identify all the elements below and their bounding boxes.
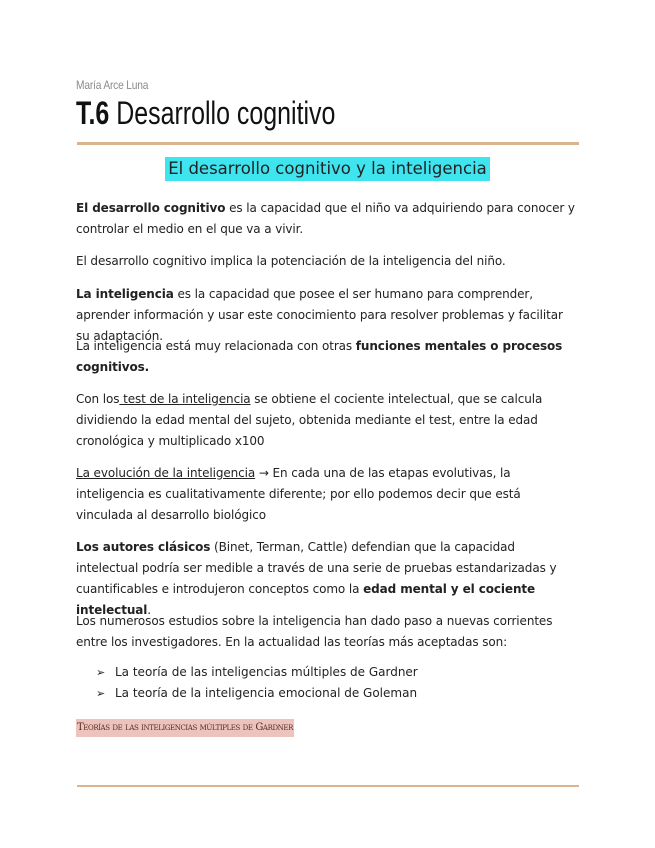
title-prefix: T.6 [76, 95, 110, 131]
paragraph-7 [76, 537, 576, 621]
header-divider [77, 142, 579, 145]
title-text: Desarrollo cognitivo [109, 95, 336, 131]
footer-divider [77, 785, 579, 787]
list-item-text: La teoría de las inteligencias múltiples de Gardner [115, 665, 418, 679]
document-title [76, 94, 335, 132]
arrow-bullet-icon: ➢ [96, 666, 106, 679]
paragraph-7-bold: Los autores clásicos [76, 540, 211, 554]
paragraph-3-text: es la capacidad que posee el ser humano para comprender, aprender información y usar este conocimiento para resolver problemas y facilitar su adaptación. [76, 287, 563, 343]
paragraph-1-bold: El desarrollo cognitivo [76, 201, 226, 215]
paragraph-5-text: se obtiene el cociente intelectual, que se calcula dividiendo la edad mental del sujeto, obtenida mediante el test, entre la edad cronológica y multiplicado x100 [76, 392, 543, 448]
paragraph-2: El desarrollo cognitivo implica la potenciación de la inteligencia del niño. [76, 254, 506, 268]
paragraph-7-end: . [147, 603, 152, 617]
theories-list [96, 662, 418, 704]
paragraph-1 [76, 198, 576, 240]
section-heading: El desarrollo cognitivo y la inteligencia [165, 157, 490, 181]
paragraph-4 [76, 336, 576, 378]
paragraph-5-start: Con los [76, 392, 120, 406]
author-name: María Arce Luna [76, 78, 149, 92]
paragraph-5-underline: test de la inteligencia [119, 392, 251, 406]
paragraph-6-text: → En cada una de las etapas evolutivas, la inteligencia es cualitativamente diferente; por ello podemos decir que está vinculada al desarrollo biológico [76, 466, 521, 522]
paragraph-7-text: (Binet, Terman, Cattle) defendian que la capacidad intelectual podría ser medible a través de una serie de pruebas estandarizadas y cuantificables e introdujeron conceptos como la [76, 540, 557, 596]
arrow-bullet-icon: ➢ [96, 687, 106, 700]
list-item [96, 662, 418, 683]
paragraph-8: Los numerosos estudios sobre la inteligencia han dado paso a nuevas corrientes entre los investigadores. En la actualidad las teorías más aceptadas son: [76, 614, 553, 649]
list-item-text: La teoría de la inteligencia emocional de Goleman [115, 686, 418, 700]
paragraph-5 [76, 389, 576, 452]
paragraph-1-text: es la capacidad que el niño va adquiriendo para conocer y controlar el medio en el que va a vivir. [76, 201, 575, 236]
subheading-gardner: Teorías de las inteligencias múltiples de Gardner [76, 719, 294, 737]
section-heading-container [0, 157, 655, 181]
paragraph-6 [76, 463, 576, 526]
paragraph-4-bold: funciones mentales o procesos cognitivos. [76, 339, 563, 374]
paragraph-6-underline: La evolución de la inteligencia [76, 466, 256, 480]
paragraph-4-text: La inteligencia está muy relacionada con otras [76, 339, 356, 353]
paragraph-3-bold: La inteligencia [76, 287, 174, 301]
paragraph-7-bold-2: edad mental y el cociente intelectual [76, 582, 536, 617]
list-item [96, 683, 418, 704]
